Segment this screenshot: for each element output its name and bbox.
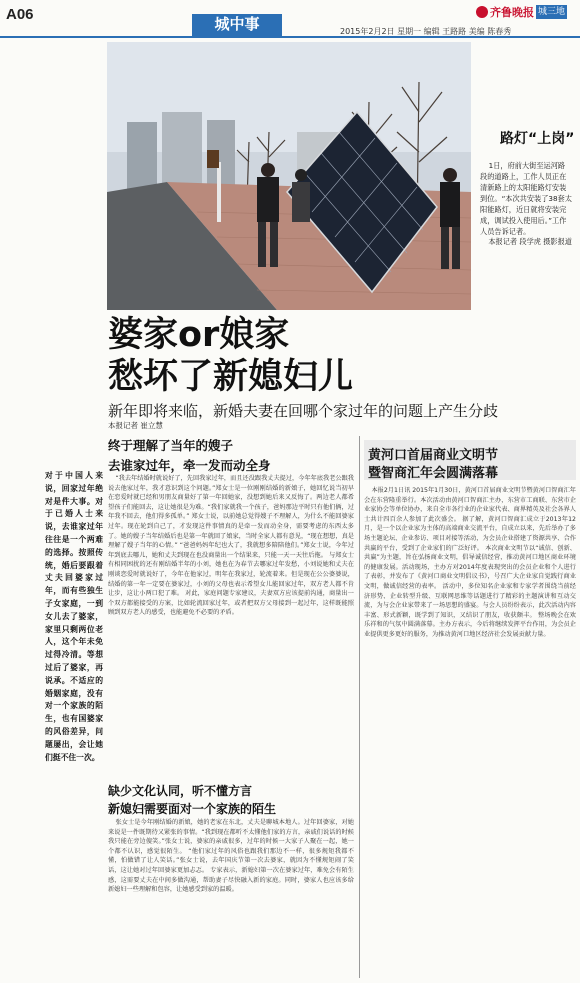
section-1-body: “我去年结婚时就说好了，先回我家过年，而且还没跟我丈夫提过，今年年底我老公跟我说去他家过年，我才意识到这个问题。”郑女士是一位刚刚结婚的新娘子，她回忆说当初早在恋爱时就已经和男朋友商量好了第一年回她家，没想到她后来又反悔了。两边老人都希望孩子们能回去，这让她很是为难。“我们家就我一个孩子，爸妈那边平时只有他们俩，过年我不回去，他们得多孤单。” 郑女士说，以前她总觉得嫂子不理解人，为什么不能回婆家过年。现在轮到自己了，才发现这件事情真的是牵一发而动全身，需要考虑的东西太多了。她的嫂子当年结婚后也是第一年就回了娘家，当时全家人都有意见，“现在想想，真是理解了嫂子当年的心情。” “爸爸妈妈年纪也大了，我就想多陪陪他们。”郑女士说，今年过年到底去哪儿，她和丈夫到现在也没商量出一个结果来，只能一天一天往后拖。 与郑女士有相同困扰的还有刚结婚半年的小刘，她也在为春节去哪家过年发愁，小刘说她和丈夫在刚谈恋爱时就说好了，今年在他家过，明年在我家过，轮流着来。但是现在公公婆婆说，结婚的第一年一定要在婆家过，小刘的父母也表示希望女儿能回家过年，双方老人都不肯让步，这让小两口犯了难。 对此，家庭问题专家建议，夫妻双方应该提前沟通，商量出一个双方都能接受的方案，比如轮流回家过年，或者把双方父母接到一起过年，这样既能照顾到双方老人的感受，也能避免不必要的矛盾。 [108,475,354,617]
newspaper-logo [476,4,567,20]
logo-icon [476,6,488,18]
issue-meta: 2015年2月2日 星期一 编辑 王路路 美编 陈春秀 [340,27,512,36]
byline: 本报记者 崔立慧 [108,421,163,430]
subhead-1-line-1: 终于理解了当年的嫂子 [108,438,234,453]
column-divider [359,436,360,978]
photo-caption: 1日，府前大街至运河路段的道路上，工作人员正在清新路上的太阳能路灯安装到位。“本次共安装了38套太阳能路灯，近日就将安装完成，调试投入使用后。”工作人员告诉记者。 [480,161,572,236]
subhead-2-line-2: 新媳妇需要面对一个家族的陌生 [108,802,277,816]
header-divider [0,36,580,38]
side-headline-line-2: 暨智商汇年会圆满落幕 [368,466,499,481]
logo-text: 齐鲁晚报 [490,6,534,19]
headline-deck: 新年即将来临，新婚夫妻在回哪个家过年的问题上产生分歧 [108,402,499,420]
logo-sub: 城三地 [538,7,566,17]
headline-line-1: 婆家or娘家 [108,315,290,355]
side-headline-line-1: 黄河口首届商业文明节 [368,448,499,463]
subhead-2-line-1: 缺少文化认同，听不懂方言 [108,784,253,798]
subhead-1-line-2: 去谁家过年，牵一发而动全身 [108,458,271,473]
side-article-body: 本报2月1日讯 2015年1月30日，黄河口首届商业文明节暨黄河口智商汇年会在东营隆重举行。本次活动由黄河口智商汇主办，东营市工商联、东营市企业家协会等单位协办，来自全市各行业的企业家代表、商界精英及社会各界人士共计四百余人参加了此次盛会。 据了解，黄河口智商汇成立于2013年12月，是一个以企业家为主体的高端商业交流平台，自成立以来，先后举办了多场主题论坛、企业参访、项目对接等活动，为会员企业搭建了资源共享、合作共赢的平台，受到了企业家们的广泛好评。 本次商业文明节以“诚信、创新、共赢”为主题，旨在弘扬商业文明，倡导诚信经营，推动黄河口地区商业环境的健康发展。活动现场，主办方对2014年度表现突出的会员企业和个人进行了表彰，并发布了《黄河口商业文明倡议书》，号召广大企业家自觉践行商业文明，做诚信经营的表率。 活动中，多位知名企业家和专家学者围绕当前经济形势、企业转型升级、互联网思维等话题进行了精彩的主题演讲和互动交流，为与会企业家带来了一场思想的盛宴。与会人员纷纷表示，此次活动内容丰富、形式新颖，既学到了知识，又结识了朋友，收获颇丰。 整场晚会在欢乐祥和的气氛中圆满落幕。主办方表示，今后将继续发挥平台作用，为会员企业提供更多更好的服务，为推动黄河口地区经济社会发展贡献力量。 [364,487,576,638]
section-2-body: 张女士是今年刚结婚的新娘，她的老家在东北，丈夫是聊城本地人。过年回婆家，对她来说是一件既期待又紧张的事情。“我到现在都听不太懂他们家的方言，亲戚们说话的时候我只能在旁边傻笑。”张女士说，婆家的亲戚很多，过年的时候一大家子人聚在一起，她一个都不认识，感觉很陌生。 “他们家过年的风俗也跟我们那边不一样，很多规矩我都不懂，怕做错了让人笑话。”张女士说，去年国庆节第一次去婆家，就因为不懂规矩闹了笑话，这让她对过年回婆家更加忐忑。 专家表示，新媳妇第一次在婆家过年，难免会有陌生感，这需要丈夫在中间多做沟通，帮助妻子尽快融入新的家庭。同时，婆家人也应该多给新媳妇一些理解和包容，让她感受到家的温暖。 [108,819,354,894]
section-tab: 城中事 [192,14,282,36]
photo-title: 路灯“上岗” [500,131,575,147]
main-headline [108,314,353,398]
page-number: A06 [6,6,34,23]
intro-column: 对于中国人来说，回家过年绝对是件大事。对于已婚人士来说，去谁家过年往往是一个两难的选择。按照传统，婚后要跟着丈夫回婆家过年，而有些独生子女家庭，一到女儿去了婆家，家里只剩两位老人，这个年未免过得冷清。等想过后了婆家，再说承。不适应的婚姻家庭，没有对一个家族的陌生，也有国婆家的风俗差异，问题屡出，会让她们挺不住一次。 [45,471,103,762]
page-header [0,0,580,36]
photo-credit: 本报记者 段学虎 摄影报道 [488,237,572,246]
news-photo [107,42,471,310]
headline-line-2: 愁坏了新媳妇儿 [108,357,354,397]
